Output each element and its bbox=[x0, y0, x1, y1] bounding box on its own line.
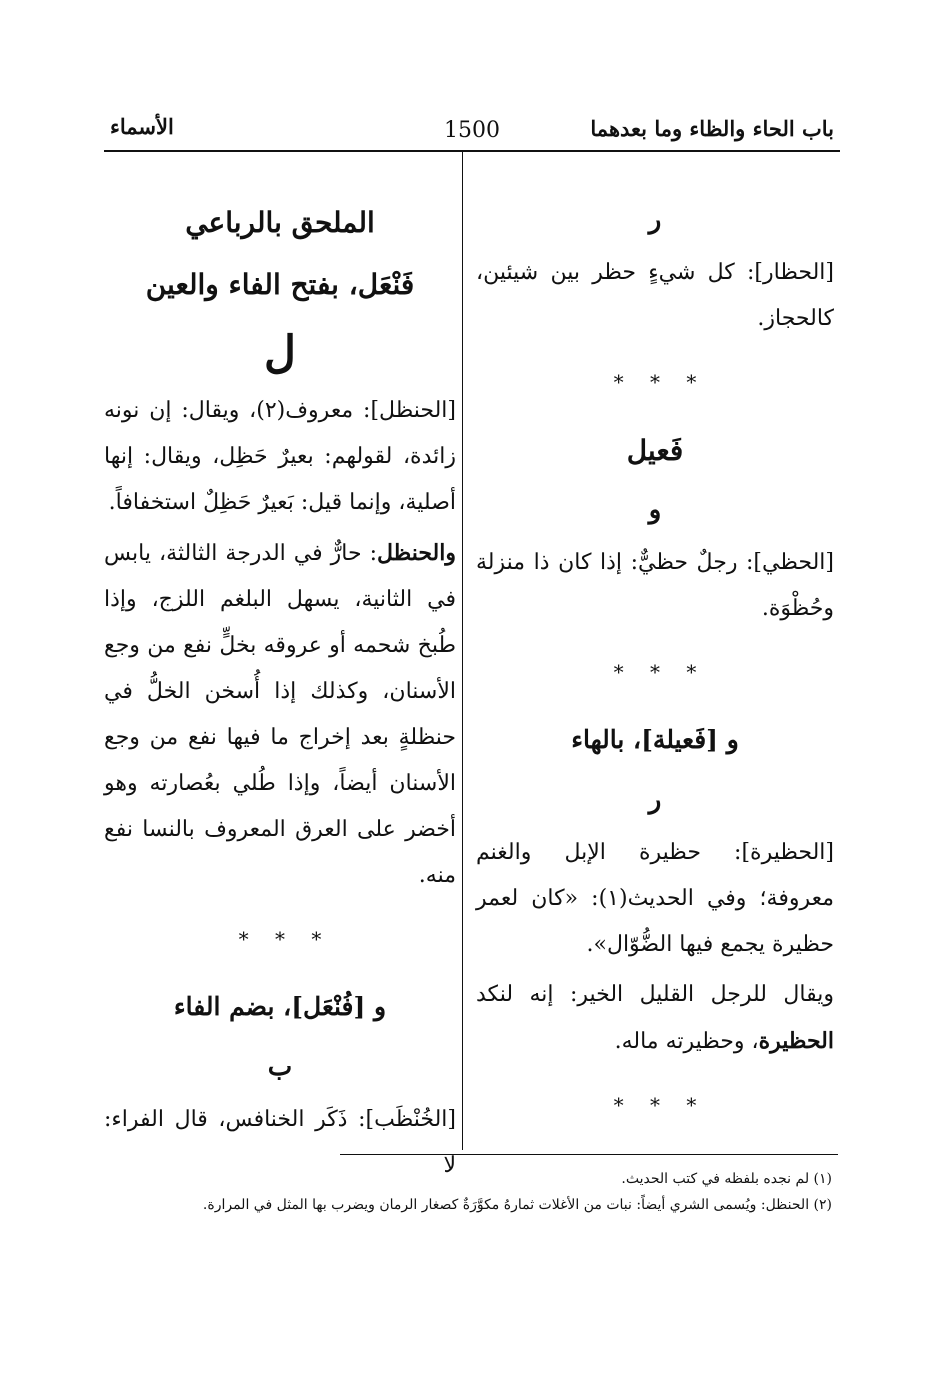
page-number: 1500 bbox=[444, 118, 500, 143]
separator-stars: * * * bbox=[613, 370, 697, 394]
entry-hanzal: [الحنظل]: معروف(٢)، ويقال: إن نونه زائدة، لقولهم: بعيرٌ حَظِل، ويقال: إنها أصلية، وإنما قيل: بَعيرٌ حَظِلٌ استخفافاً. bbox=[104, 398, 456, 515]
entry-keyword: الحظيرة bbox=[758, 1028, 834, 1054]
root-letter: و bbox=[648, 495, 662, 525]
page-header bbox=[100, 112, 844, 148]
pattern-heading: و [فَعيلة]، بالهاء bbox=[571, 725, 739, 754]
root-letter: ر bbox=[648, 205, 662, 235]
entry-text: : حارٌّ في الدرجة الثالثة، يابس في الثانية، يسهل البلغم اللزج، وإذا طُبخ شحمه أو عروقه بخلٍّ نفع من وجع الأسنان، وكذلك إذا أُسخن الخلُّ في حنظلةٍ بعد إخراج ما فيها نفع من وجع الأسنان أيضاً، وإذا طُلي بعُصارته وهو أخضر على العرق المعروف بالنسا نفع منه. bbox=[104, 541, 456, 888]
separator-stars: * * * bbox=[613, 660, 697, 684]
entry-hazi: [الحظي]: رجلٌ حظيٌّ: إذا كان ذا منزلة وحُظْوَة. bbox=[476, 550, 834, 621]
pattern-heading: فَعيل bbox=[626, 434, 684, 467]
entry-khunzab: [الخُنْظَب]: ذَكَر الخنافس، قال الفراء: لا bbox=[104, 1107, 456, 1178]
root-letter: ب bbox=[267, 1052, 293, 1082]
entry-keyword: والحنظل bbox=[377, 540, 456, 566]
column-divider bbox=[462, 152, 463, 1150]
running-topic-title: الأسماء bbox=[110, 114, 174, 139]
entry-hizar: [الحظار]: كل شيءٍ حظر بين شيئين، كالحجاز. bbox=[476, 260, 834, 331]
root-letter: ر bbox=[648, 785, 662, 815]
footnotes bbox=[120, 1166, 832, 1218]
footnote-1: (١) لم نجده بلفظه في كتب الحديث. bbox=[621, 1171, 832, 1187]
entry-hanzal-medical bbox=[104, 530, 456, 899]
running-section-title: باب الحاء والظاء وما بعدهما bbox=[590, 116, 834, 141]
pattern-heading: فَنْعَل، بفتح الفاء والعين bbox=[145, 268, 415, 301]
entry-text: ويقال للرجل القليل الخير: إنه لنكد bbox=[476, 982, 834, 1007]
pattern-heading: و [فُنْعَل]، بضم الفاء bbox=[173, 992, 387, 1021]
footnote-2: (٢) الحنظل: ويُسمى الشري أيضاً: نبات من الأغلات ثمارهُ مكوَّرَةٌ كصغار الرمان ويضرب بها المثل في المرارة. bbox=[202, 1197, 832, 1213]
chapter-heading: الملحق بالرباعي bbox=[185, 206, 375, 239]
separator-stars: * * * bbox=[238, 927, 322, 951]
root-letter: ل bbox=[264, 327, 296, 378]
footnote-rule bbox=[340, 1154, 838, 1155]
right-column bbox=[476, 190, 834, 1145]
entry-hazira-2 bbox=[476, 972, 834, 1065]
header-rule bbox=[104, 150, 840, 152]
entry-hazira: [الحظيرة]: حظيرة الإبل والغنم معروفة؛ وفي الحديث(١): «كان لعمر حظيرة يجمع فيها الضُّوّال». bbox=[476, 840, 834, 957]
separator-stars: * * * bbox=[613, 1093, 697, 1117]
left-column bbox=[104, 190, 456, 1193]
entry-text: ، وحظيرته ماله. bbox=[614, 1029, 759, 1054]
